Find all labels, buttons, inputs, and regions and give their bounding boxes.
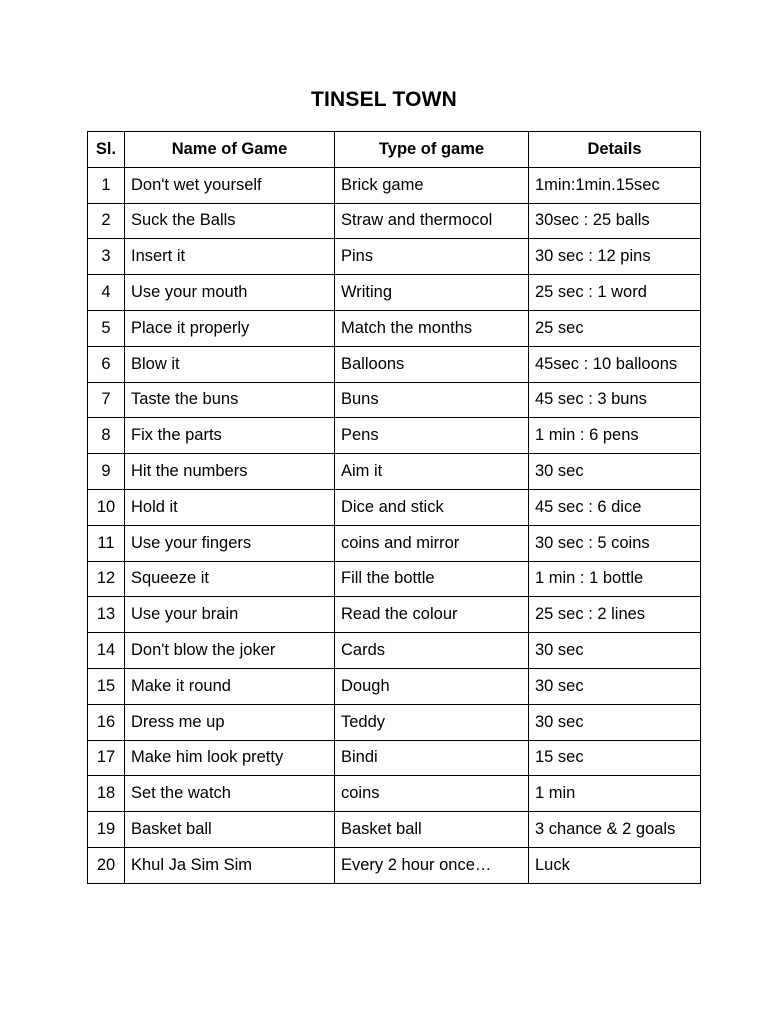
cell-details: 30 sec bbox=[529, 668, 701, 704]
games-table bbox=[87, 131, 701, 884]
cell-game-name: Suck the Balls bbox=[125, 203, 335, 239]
cell-sl: 3 bbox=[88, 239, 125, 275]
table-row bbox=[88, 203, 701, 239]
cell-game-type: Pins bbox=[335, 239, 529, 275]
cell-sl: 16 bbox=[88, 704, 125, 740]
cell-game-name: Place it properly bbox=[125, 310, 335, 346]
cell-game-name: Squeeze it bbox=[125, 561, 335, 597]
cell-sl: 18 bbox=[88, 776, 125, 812]
table-row bbox=[88, 847, 701, 883]
table-row bbox=[88, 597, 701, 633]
cell-game-name: Khul Ja Sim Sim bbox=[125, 847, 335, 883]
cell-details: 25 sec bbox=[529, 310, 701, 346]
cell-game-name: Basket ball bbox=[125, 812, 335, 848]
cell-details: 30 sec bbox=[529, 454, 701, 490]
table-row bbox=[88, 382, 701, 418]
header-type: Type of game bbox=[335, 132, 529, 168]
table-row bbox=[88, 346, 701, 382]
table-row bbox=[88, 633, 701, 669]
cell-game-type: Basket ball bbox=[335, 812, 529, 848]
table-row bbox=[88, 704, 701, 740]
cell-sl: 6 bbox=[88, 346, 125, 382]
cell-details: Luck bbox=[529, 847, 701, 883]
cell-details: 1 min : 1 bottle bbox=[529, 561, 701, 597]
cell-game-type: Balloons bbox=[335, 346, 529, 382]
cell-game-name: Insert it bbox=[125, 239, 335, 275]
cell-sl: 10 bbox=[88, 489, 125, 525]
cell-game-name: Make him look pretty bbox=[125, 740, 335, 776]
cell-game-type: Fill the bottle bbox=[335, 561, 529, 597]
cell-game-type: Brick game bbox=[335, 167, 529, 203]
cell-details: 30 sec : 5 coins bbox=[529, 525, 701, 561]
cell-game-name: Dress me up bbox=[125, 704, 335, 740]
cell-game-type: Dough bbox=[335, 668, 529, 704]
cell-sl: 8 bbox=[88, 418, 125, 454]
cell-game-type: Aim it bbox=[335, 454, 529, 490]
cell-game-type: Read the colour bbox=[335, 597, 529, 633]
header-name: Name of Game bbox=[125, 132, 335, 168]
cell-sl: 1 bbox=[88, 167, 125, 203]
cell-details: 45 sec : 6 dice bbox=[529, 489, 701, 525]
cell-game-name: Hold it bbox=[125, 489, 335, 525]
cell-details: 3 chance & 2 goals bbox=[529, 812, 701, 848]
cell-game-type: Cards bbox=[335, 633, 529, 669]
cell-sl: 17 bbox=[88, 740, 125, 776]
cell-game-type: coins and mirror bbox=[335, 525, 529, 561]
cell-game-name: Fix the parts bbox=[125, 418, 335, 454]
table-row bbox=[88, 310, 701, 346]
cell-game-type: Teddy bbox=[335, 704, 529, 740]
cell-game-type: Writing bbox=[335, 275, 529, 311]
table-row bbox=[88, 454, 701, 490]
cell-details: 15 sec bbox=[529, 740, 701, 776]
cell-sl: 12 bbox=[88, 561, 125, 597]
table-row bbox=[88, 418, 701, 454]
cell-game-name: Use your fingers bbox=[125, 525, 335, 561]
cell-game-type: Every 2 hour once… bbox=[335, 847, 529, 883]
table-row bbox=[88, 275, 701, 311]
cell-sl: 5 bbox=[88, 310, 125, 346]
cell-game-type: Dice and stick bbox=[335, 489, 529, 525]
cell-game-name: Use your brain bbox=[125, 597, 335, 633]
cell-sl: 14 bbox=[88, 633, 125, 669]
table-row bbox=[88, 489, 701, 525]
table-row bbox=[88, 776, 701, 812]
cell-game-name: Don't blow the joker bbox=[125, 633, 335, 669]
cell-game-type: Match the months bbox=[335, 310, 529, 346]
cell-sl: 19 bbox=[88, 812, 125, 848]
cell-game-name: Taste the buns bbox=[125, 382, 335, 418]
cell-sl: 2 bbox=[88, 203, 125, 239]
cell-sl: 9 bbox=[88, 454, 125, 490]
table-row bbox=[88, 525, 701, 561]
cell-game-name: Hit the numbers bbox=[125, 454, 335, 490]
table-row bbox=[88, 812, 701, 848]
table-row bbox=[88, 668, 701, 704]
cell-details: 1 min bbox=[529, 776, 701, 812]
table-row bbox=[88, 740, 701, 776]
table-header-row bbox=[88, 132, 701, 168]
cell-sl: 11 bbox=[88, 525, 125, 561]
cell-details: 25 sec : 1 word bbox=[529, 275, 701, 311]
cell-game-name: Make it round bbox=[125, 668, 335, 704]
cell-details: 45 sec : 3 buns bbox=[529, 382, 701, 418]
cell-game-name: Don't wet yourself bbox=[125, 167, 335, 203]
table-row bbox=[88, 561, 701, 597]
cell-details: 25 sec : 2 lines bbox=[529, 597, 701, 633]
cell-game-type: Pens bbox=[335, 418, 529, 454]
cell-sl: 4 bbox=[88, 275, 125, 311]
cell-sl: 13 bbox=[88, 597, 125, 633]
cell-game-name: Blow it bbox=[125, 346, 335, 382]
cell-details: 45sec : 10 balloons bbox=[529, 346, 701, 382]
header-details: Details bbox=[529, 132, 701, 168]
cell-sl: 20 bbox=[88, 847, 125, 883]
cell-details: 1 min : 6 pens bbox=[529, 418, 701, 454]
table-row bbox=[88, 167, 701, 203]
table-row bbox=[88, 239, 701, 275]
cell-sl: 7 bbox=[88, 382, 125, 418]
cell-game-type: coins bbox=[335, 776, 529, 812]
page-title: TINSEL TOWN bbox=[310, 88, 458, 111]
header-sl: Sl. bbox=[88, 132, 125, 168]
cell-details: 30 sec : 12 pins bbox=[529, 239, 701, 275]
cell-details: 30 sec bbox=[529, 704, 701, 740]
cell-details: 30sec : 25 balls bbox=[529, 203, 701, 239]
cell-sl: 15 bbox=[88, 668, 125, 704]
cell-game-type: Buns bbox=[335, 382, 529, 418]
table-body bbox=[88, 167, 701, 883]
cell-details: 30 sec bbox=[529, 633, 701, 669]
cell-game-type: Bindi bbox=[335, 740, 529, 776]
cell-game-type: Straw and thermocol bbox=[335, 203, 529, 239]
cell-details: 1min:1min.15sec bbox=[529, 167, 701, 203]
cell-game-name: Use your mouth bbox=[125, 275, 335, 311]
cell-game-name: Set the watch bbox=[125, 776, 335, 812]
